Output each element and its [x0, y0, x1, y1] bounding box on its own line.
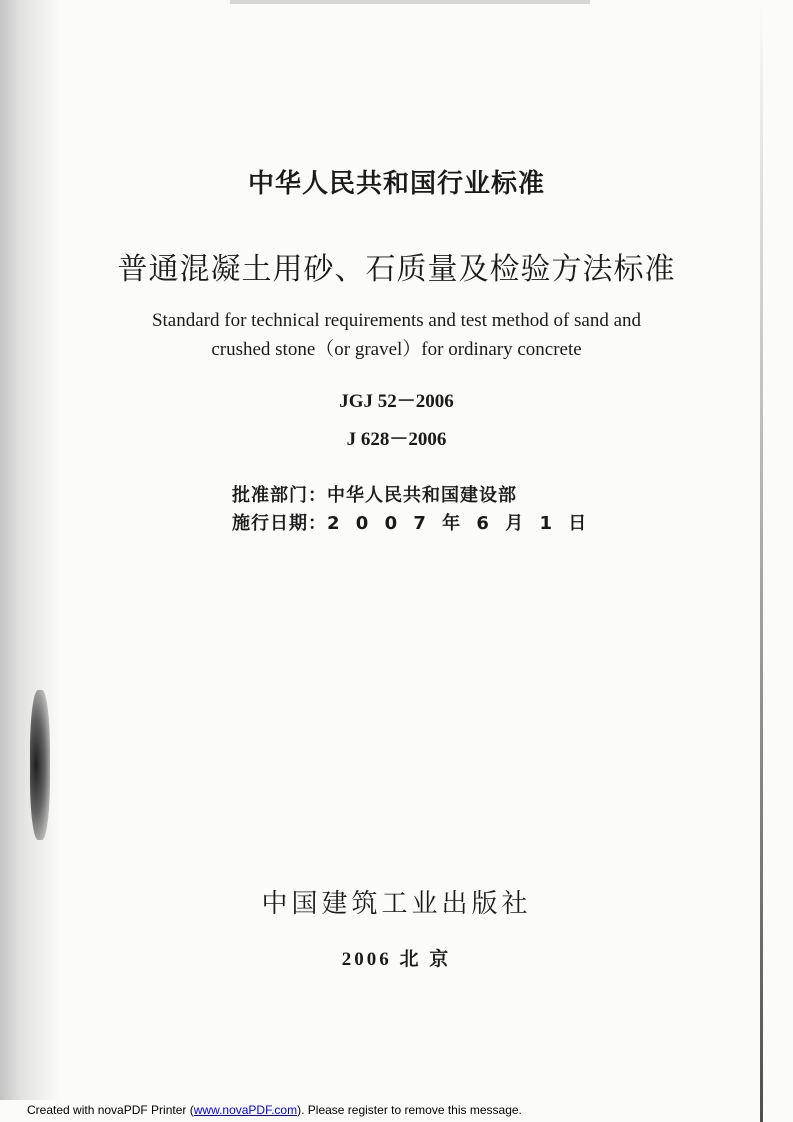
approval-value: 中华人民共和国建设部: [327, 485, 517, 506]
watermark-footer: [27, 1103, 522, 1117]
novapdf-link[interactable]: www.novaPDF.com: [193, 1103, 298, 1117]
standard-code-primary: JGJ 52－2006: [339, 391, 454, 412]
title-english: [0, 306, 793, 364]
publication-year-city: 2006 北 京: [341, 949, 452, 970]
title-english-line-2: crushed stone（or gravel）for ordinary concrete: [211, 339, 582, 360]
footer-suffix: ). Please register to remove this message.: [297, 1103, 522, 1117]
title-english-line-1: Standard for technical requirements and test method of sand and: [151, 310, 642, 331]
standard-code-secondary: J 628－2006: [346, 429, 447, 450]
effective-value: 2 0 0 7 年 6 月 1 日: [327, 513, 592, 534]
effective-date-line: [232, 509, 591, 535]
title-chinese: 普通混凝土用砂、石质量及检验方法标准: [117, 252, 676, 287]
scan-top-mark: [230, 0, 590, 4]
footer-prefix: Created with novaPDF Printer (: [27, 1103, 194, 1117]
effective-label: 施行日期：: [232, 513, 327, 534]
approval-line: [232, 481, 517, 507]
scan-blot: [30, 690, 50, 840]
approval-label: 批准部门：: [232, 485, 327, 506]
publisher-name: 中国建筑工业出版社: [261, 889, 532, 919]
series-title: 中华人民共和国行业标准: [247, 169, 545, 199]
